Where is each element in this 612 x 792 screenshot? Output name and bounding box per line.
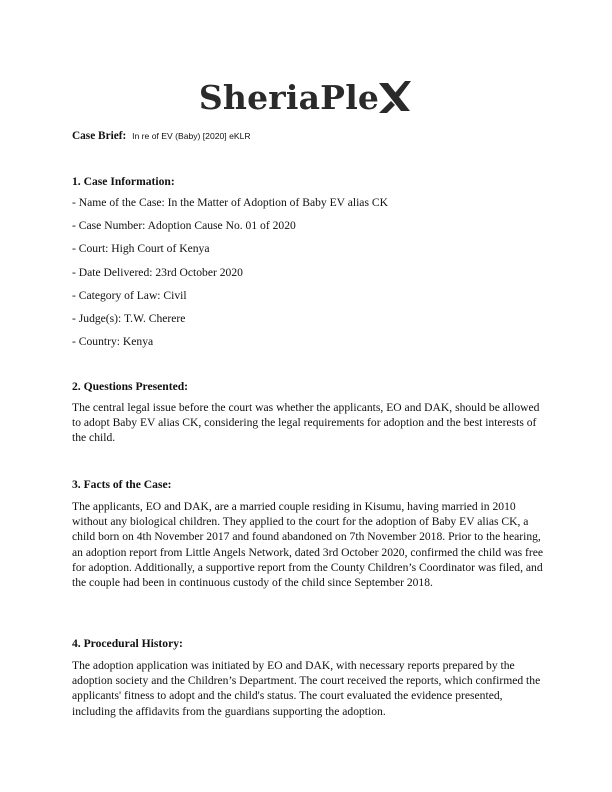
section-heading: 1. Case Information: [72,175,175,188]
section-questions-presented [72,380,544,446]
section-procedural-history [72,637,544,719]
section-heading: 3. Facts of the Case: [72,478,172,491]
logo-x-mark-icon [377,79,413,115]
section-case-information [72,175,544,358]
procedural-history-body: The adoption application was initiated by EO and DAK, with necessary reports prepared by the adoption society and the Children’s Department. The court received the reports, which confirmed the applicants' fitness to adopt and the child's status. The court evaluated the evidence presented, including the affidavits from the guardians supporting the adoption. [72,659,541,718]
case-name-item: - Name of the Case: In the Matter of Adoption of Baby EV alias CK [72,196,388,209]
case-brief-citation: In re of EV (Baby) [2020] eKLR [132,131,251,141]
sheriaplex-logo [0,78,612,122]
section-heading: 2. Questions Presented: [72,380,189,393]
country-item: - Country: Kenya [72,335,154,349]
logo-wordmark: SheriaPle [198,78,380,117]
section-facts [72,478,544,590]
date-delivered-item: - Date Delivered: 23rd October 2020 [72,265,243,279]
facts-body: The applicants, EO and DAK, are a married couple residing in Kisumu, having married in 2010 without any biological children. They applied to the court for the adoption of Baby EV alias CK, a child born on 4th November 2017 and found abandoned on 7th November 2018. Prior to the hearing, an adoption report from Little Angels Network, dated 3rd October 2020, confirmed the child was free for adoption. Additionally, a supportive report from the County Children’s Coordinator was filed, and the couple had been in continuous custody of the child since September 2018. [72,500,544,590]
category-of-law-item: - Category of Law: Civil [72,288,187,302]
judges-item: - Judge(s): T.W. Cherere [72,311,186,325]
case-brief-label: Case Brief: [72,130,127,142]
case-number-item: - Case Number: Adoption Cause No. 01 of 2020 [72,219,296,233]
court-item: - Court: High Court of Kenya [72,242,210,256]
section-heading: 4. Procedural History: [72,637,183,650]
questions-presented-body: The central legal issue before the court was whether the applicants, EO and DAK, should be allowed to adopt Baby EV alias CK, considering the legal requirements for adoption and the best interests of the child. [72,401,540,445]
case-brief-line [72,130,251,142]
